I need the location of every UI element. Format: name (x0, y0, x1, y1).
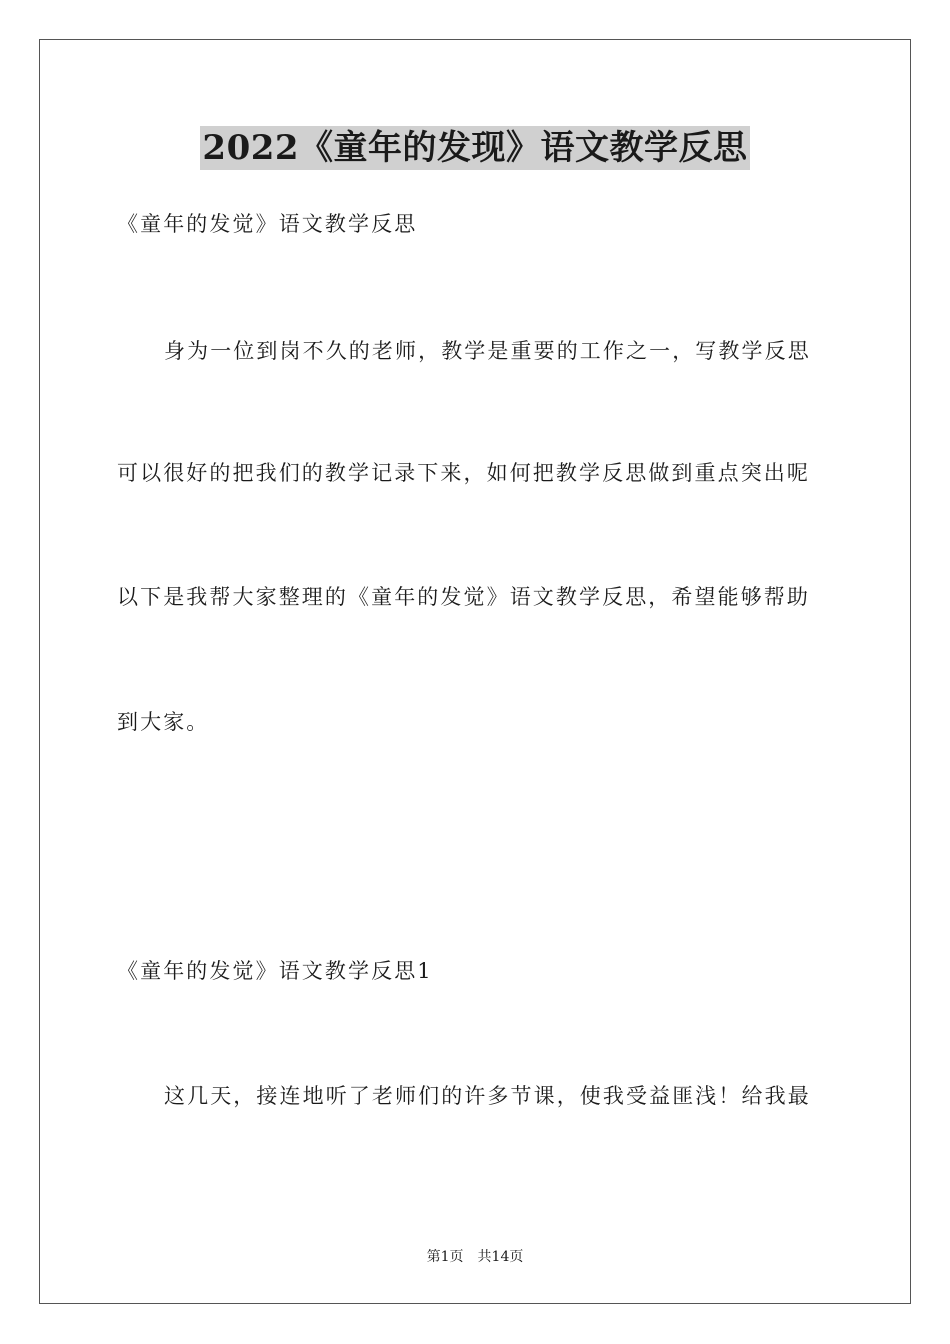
document-subtitle: 《童年的发觉》语文教学反思 (117, 212, 418, 236)
title-container (0, 126, 950, 170)
paragraph-line: 这几天，接连地听了老师们的许多节课，使我受益匪浅！给我最 (164, 1084, 811, 1108)
paragraph-line: 以下是我帮大家整理的《童年的发觉》语文教学反思，希望能够帮助 (117, 585, 810, 609)
document-title: 2022《童年的发现》语文教学反思 (202, 128, 748, 168)
section-heading: 《童年的发觉》语文教学反思1 (117, 959, 433, 983)
paragraph-line: 身为一位到岗不久的老师，教学是重要的工作之一，写教学反思 (164, 339, 811, 363)
page-footer: 第1页 共14页 (426, 1249, 524, 1265)
paragraph-line: 到大家。 (117, 710, 210, 734)
paragraph-line: 可以很好的把我们的教学记录下来，如何把教学反思做到重点突出呢 (117, 461, 810, 485)
